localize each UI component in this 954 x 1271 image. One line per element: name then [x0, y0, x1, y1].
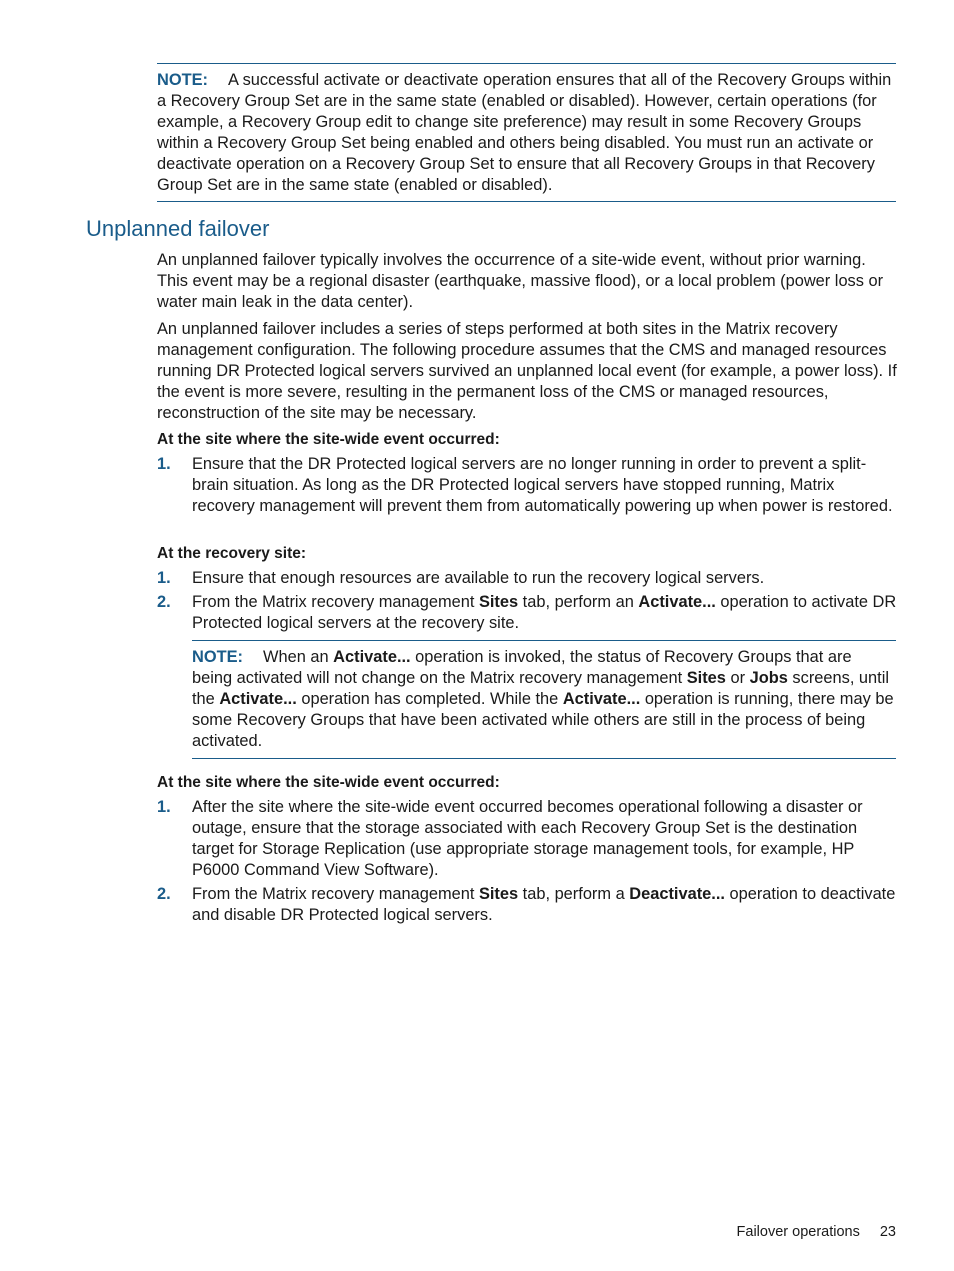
note-label: NOTE:: [157, 71, 208, 89]
step-text: Ensure that enough resources are available to run the recovery logical servers.: [192, 569, 765, 587]
sites-tab-label: Sites: [478, 885, 519, 903]
sites-tab-label: Sites: [478, 593, 519, 611]
note-text: A successful activate or deactivate operation ensures that all of the Recovery Groups within a Recovery Group Set are in the same state (enabled or disabled). However, certain operations (for example, a Recovery Group edit to change site preference) may result in some Recovery Groups within a Recovery Group Set being enabled and others being disabled. You must run an activate or deactivate operation on a Recovery Group Set to ensure that all Recovery Groups in that Recovery Group Set are in the same state (enabled or disabled).: [157, 71, 892, 194]
footer-section-name: Failover operations: [736, 1224, 860, 1240]
list-item: [157, 568, 897, 589]
page-number: 23: [879, 1224, 896, 1240]
step-text: Ensure that the DR Protected logical servers are no longer running in order to prevent a split-brain situation. As long as the DR Protected logical servers have stopped running, Matrix recovery management will prevent them from automatically powering up when power is restored.: [192, 455, 893, 515]
step-number: 2.: [157, 593, 171, 611]
deactivate-operation-label: Deactivate...: [629, 885, 725, 903]
list-item: [157, 592, 897, 634]
section-title: Unplanned failover: [86, 216, 270, 241]
step-text: From the Matrix recovery management Sites tab, perform a Deactivate... operation to deactivate and disable DR Protected logical servers.: [192, 885, 896, 924]
step-text: From the Matrix recovery management Sites tab, perform an Activate... operation to activate DR Protected logical servers at the recovery site.: [192, 593, 897, 632]
step-number: 1.: [157, 455, 171, 473]
step-number: 2.: [157, 885, 171, 903]
note-box: NOTE: When an Activate... operation is invoked, the status of Recovery Groups that are being activated will not change on the Matrix recovery management Sites or Jobs screens, until the Activate... operation has completed. While the Activate... operation is running, there may be some Recovery Groups that have been activated while others are still in the process of being activated.: [192, 640, 896, 759]
list-item: [157, 797, 897, 881]
step-text: After the site where the site-wide event occurred becomes operational following a disaster or outage, ensure that the storage associated with each Recovery Group Set is the destination target for Storage Replication (use appropriate storage management tools, for example, HP P6000 Command View Software).: [192, 798, 863, 879]
step-number: 1.: [157, 569, 171, 587]
list-item: [157, 454, 897, 538]
list-item: [157, 884, 897, 926]
paragraph-intro: An unplanned failover typically involves the occurrence of a site-wide event, without prior warning. This event may be a regional disaster (earthquake, massive flood), or a local problem (power loss or water main leak in the data center).: [157, 251, 884, 311]
subheading-event-site: At the site where the site-wide event occurred:: [157, 774, 500, 791]
subheading-recovery-site: At the recovery site:: [157, 545, 307, 562]
note-box: [157, 63, 896, 202]
paragraph-procedure: An unplanned failover includes a series of steps performed at both sites in the Matrix recovery management configuration. The following procedure assumes that the CMS and managed resources running DR Protected logical servers survived an unplanned local event (for example, a power loss). If the event is more severe, resulting in the permanent loss of the CMS or managed resources, reconstruction of the site may be necessary.: [157, 320, 897, 422]
page-footer: [737, 1223, 896, 1241]
activate-operation-label: Activate...: [638, 593, 716, 611]
subheading-event-site: At the site where the site-wide event occurred:: [157, 431, 500, 448]
note-label: NOTE:: [192, 648, 243, 666]
step-number: 1.: [157, 798, 171, 816]
